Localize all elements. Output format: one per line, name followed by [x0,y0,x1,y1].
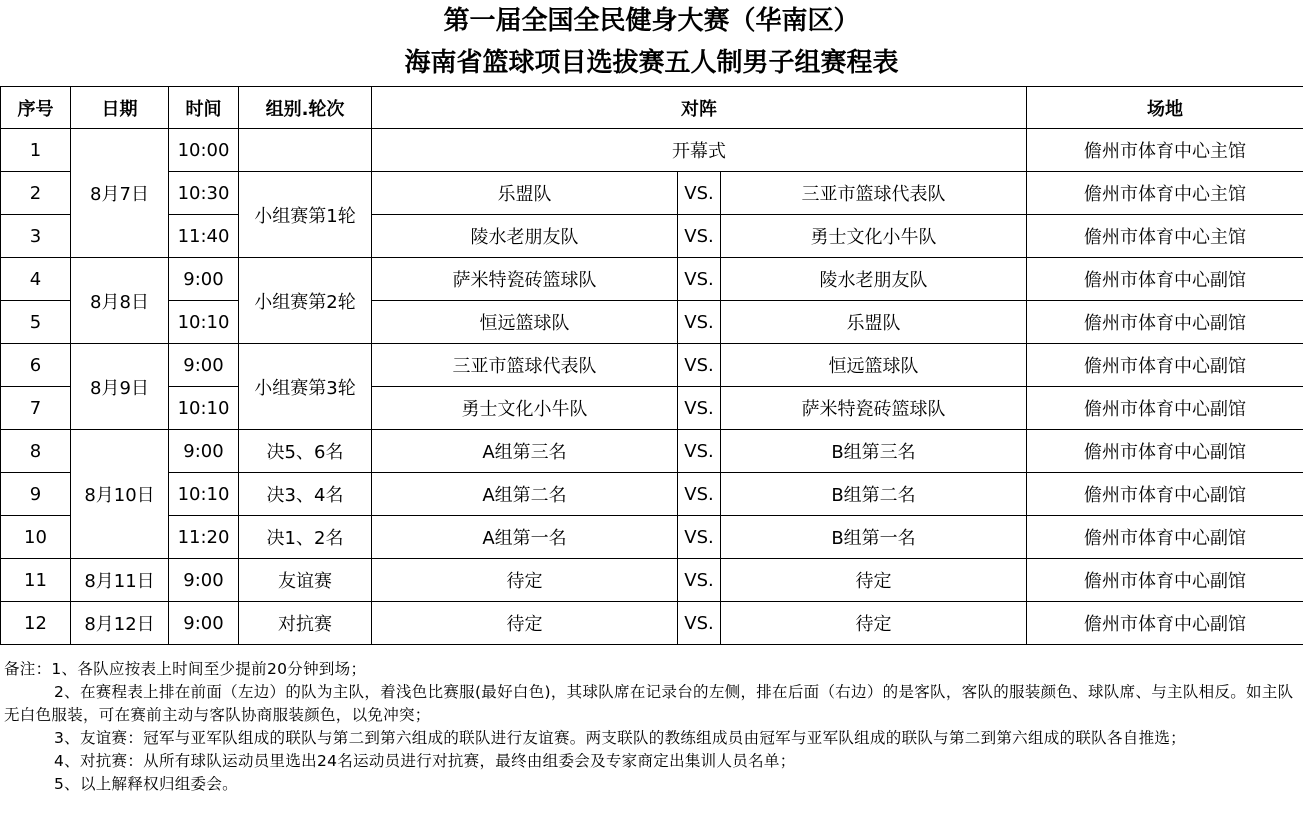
schedule-table [0,86,1303,645]
vs-cell: VS. [678,215,721,258]
note-3: 3、友谊赛：冠军与亚军队组成的联队与第二到第六组成的联队进行友谊赛。两支联队的教练组成员由冠军与亚军队组成的联队与第二到第六组成的联队各自推选； [54,729,1186,747]
home-team-cell: 萨米特瓷砖篮球队 [372,258,678,301]
venue-cell: 儋州市体育中心主馆 [1027,129,1303,172]
time-cell: 10:30 [169,172,239,215]
away-team-cell: 萨米特瓷砖篮球队 [721,387,1027,430]
round-cell: 小组赛第3轮 [239,344,372,430]
vs-cell: VS. [678,516,721,559]
round-cell: 对抗赛 [239,602,372,645]
row-number: 10 [1,516,71,559]
venue-cell: 儋州市体育中心副馆 [1027,516,1303,559]
table-row [1,559,1303,602]
time-cell: 9:00 [169,344,239,387]
vs-cell: VS. [678,258,721,301]
home-team-cell: 待定 [372,559,678,602]
vs-cell: VS. [678,430,721,473]
date-cell: 8月8日 [71,258,169,344]
title-line-1: 第一届全国全民健身大赛（华南区） [443,6,860,36]
note-1: 备注：1、各队应按表上时间至少提前20分钟到场； [4,660,367,678]
row-number: 2 [1,172,71,215]
time-cell: 11:40 [169,215,239,258]
round-cell: 友谊赛 [239,559,372,602]
time-cell: 11:20 [169,516,239,559]
row-number: 12 [1,602,71,645]
note-5: 5、以上解释权归组委会。 [54,775,238,793]
header-matchup: 对阵 [372,87,1027,129]
table-row [1,172,1303,215]
home-team-cell: 三亚市篮球代表队 [372,344,678,387]
date-cell: 8月11日 [71,559,169,602]
time-cell: 9:00 [169,258,239,301]
header-row [1,87,1303,129]
vs-cell: VS. [678,473,721,516]
date-cell: 8月12日 [71,602,169,645]
row-number: 5 [1,301,71,344]
away-team-cell: 陵水老朋友队 [721,258,1027,301]
notes-section [4,658,1296,796]
vs-cell: VS. [678,172,721,215]
round-cell [239,129,372,172]
table-row [1,516,1303,559]
away-team-cell: 三亚市篮球代表队 [721,172,1027,215]
round-cell: 决5、6名 [239,430,372,473]
row-number: 11 [1,559,71,602]
time-cell: 9:00 [169,430,239,473]
away-team-cell: 勇士文化小牛队 [721,215,1027,258]
vs-cell: VS. [678,602,721,645]
table-row [1,473,1303,516]
venue-cell: 儋州市体育中心副馆 [1027,344,1303,387]
venue-cell: 儋州市体育中心副馆 [1027,559,1303,602]
note-2: 2、在赛程表上排在前面（左边）的队为主队，着浅色比赛服(最好白色)，其球队席在记录台的左侧，排在后面（右边）的是客队，客队的服装颜色、球队席、与主队相反。如主队无白色服装，可在赛前主动与客队协商服装颜色，以免冲突； [4,683,1294,724]
home-team-cell: 恒远篮球队 [372,301,678,344]
venue-cell: 儋州市体育中心副馆 [1027,301,1303,344]
away-team-cell: 待定 [721,602,1027,645]
date-cell: 8月10日 [71,430,169,559]
row-number: 3 [1,215,71,258]
title-line-2: 海南省篮球项目选拔赛五人制男子组赛程表 [404,48,899,78]
time-cell: 10:10 [169,473,239,516]
venue-cell: 儋州市体育中心副馆 [1027,258,1303,301]
away-team-cell: B组第二名 [721,473,1027,516]
home-team-cell: 乐盟队 [372,172,678,215]
round-cell: 决3、4名 [239,473,372,516]
table-row [1,215,1303,258]
venue-cell: 儋州市体育中心主馆 [1027,172,1303,215]
time-cell: 9:00 [169,602,239,645]
row-number: 9 [1,473,71,516]
away-team-cell: 待定 [721,559,1027,602]
table-row [1,387,1303,430]
away-team-cell: B组第三名 [721,430,1027,473]
home-team-cell: A组第二名 [372,473,678,516]
home-team-cell: 勇士文化小牛队 [372,387,678,430]
opening-ceremony-cell: 开幕式 [372,129,1027,172]
round-cell: 决1、2名 [239,516,372,559]
venue-cell: 儋州市体育中心副馆 [1027,387,1303,430]
table-row [1,344,1303,387]
date-cell: 8月7日 [71,129,169,258]
vs-cell: VS. [678,301,721,344]
home-team-cell: 待定 [372,602,678,645]
vs-cell: VS. [678,387,721,430]
row-number: 4 [1,258,71,301]
home-team-cell: A组第三名 [372,430,678,473]
venue-cell: 儋州市体育中心副馆 [1027,602,1303,645]
note-4: 4、对抗赛：从所有球队运动员里选出24名运动员进行对抗赛，最终由组委会及专家商定出集训人员名单； [54,752,796,770]
venue-cell: 儋州市体育中心副馆 [1027,473,1303,516]
row-number: 7 [1,387,71,430]
time-cell: 10:10 [169,301,239,344]
header-date: 日期 [71,87,169,129]
header-venue: 场地 [1027,87,1303,129]
away-team-cell: 恒远篮球队 [721,344,1027,387]
away-team-cell: 乐盟队 [721,301,1027,344]
vs-cell: VS. [678,559,721,602]
row-number: 1 [1,129,71,172]
table-row [1,129,1303,172]
time-cell: 10:00 [169,129,239,172]
time-cell: 9:00 [169,559,239,602]
row-number: 8 [1,430,71,473]
home-team-cell: 陵水老朋友队 [372,215,678,258]
row-number: 6 [1,344,71,387]
home-team-cell: A组第一名 [372,516,678,559]
venue-cell: 儋州市体育中心主馆 [1027,215,1303,258]
table-row [1,258,1303,301]
date-cell: 8月9日 [71,344,169,430]
round-cell: 小组赛第1轮 [239,172,372,258]
venue-cell: 儋州市体育中心副馆 [1027,430,1303,473]
time-cell: 10:10 [169,387,239,430]
away-team-cell: B组第一名 [721,516,1027,559]
round-cell: 小组赛第2轮 [239,258,372,344]
table-row [1,301,1303,344]
header-time: 时间 [169,87,239,129]
header-index: 序号 [1,87,71,129]
table-row [1,430,1303,473]
table-row [1,602,1303,645]
header-round: 组别.轮次 [239,87,372,129]
vs-cell: VS. [678,344,721,387]
